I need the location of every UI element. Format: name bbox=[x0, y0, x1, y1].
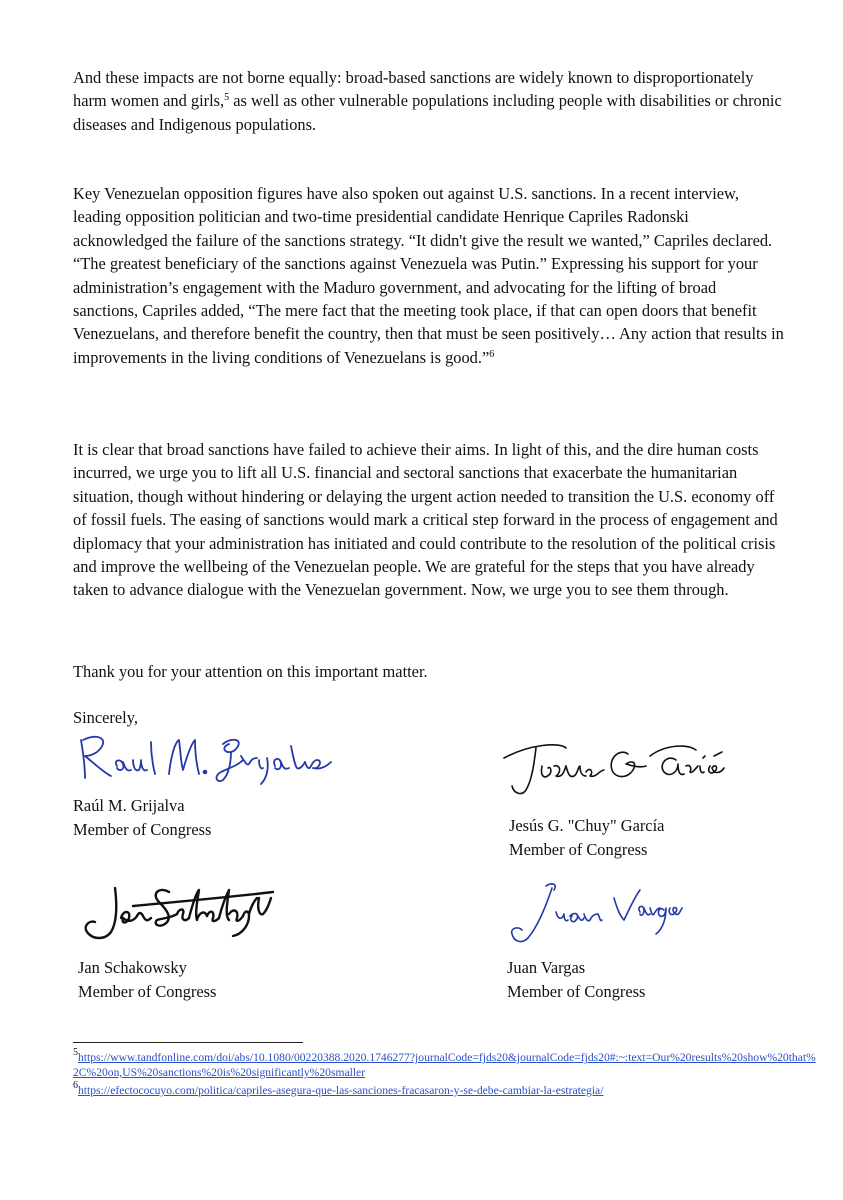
signatory-name-grijalva: Raúl M. Grijalva bbox=[73, 796, 185, 815]
signatory-title-schakowsky: Member of Congress bbox=[78, 982, 217, 1001]
signatory-name-schakowsky: Jan Schakowsky bbox=[78, 958, 187, 977]
closing-sincerely: Sincerely, bbox=[73, 708, 138, 727]
footnote-6: $^6$https://efectococuyo.com/politica/capriles-asegura-que-las-sanciones-fracasaron-y-se-debe-cambiar-la-estrategia/ bbox=[73, 1080, 604, 1097]
signatory-name-vargas: Juan Vargas bbox=[507, 958, 586, 977]
signature-grijalva bbox=[73, 726, 335, 788]
footnote-5-link[interactable]: https://www.tandfonline.com/doi/abs/10.1080/00220388.2020.1746277?journalCode=fjds20&journalCode=fjds20#:~:text=Our%20results%20show%20that%2C%20on,US%20sanctions%20is%20significantly%20smaller bbox=[73, 1051, 816, 1079]
signature-vargas bbox=[506, 876, 684, 950]
footnote-ref-6[interactable]: 6 bbox=[489, 348, 495, 360]
footnote-6-link[interactable]: https://efectococuyo.com/politica/capriles-asegura-que-las-sanciones-fracasaron-y-se-debe-cambiar-la-estrategia/ bbox=[78, 1084, 604, 1097]
signatory-title-garcia: Member of Congress bbox=[509, 840, 648, 859]
paragraph-impacts: And these impacts are not borne equally: broad-based sanctions are widely known to disproportionately harm women and girls,$^5$ as well as other vulnerable populations including people with disabilities or chronic diseases and Indigenous populations. bbox=[73, 68, 782, 134]
paragraph-thanks: Thank you for your attention on this important matter. bbox=[73, 662, 428, 681]
paragraph-request: It is clear that broad sanctions have failed to achieve their aims. In light of this, and the dire human costs incurred, we urge you to lift all U.S. financial and sectoral sanctions that exacerbate the humanitarian situation, though without hindering or delaying the urgent action needed to transition the U.S. economy off of fossil fuels. The easing of sanctions would mark a critical step forward in the process of engagement and diplomacy that your administration has initiated and could contribute to the resolution of the political crisis and improve the wellbeing of the Venezuelan people. We are grateful for the steps that you have already taken to advance dialogue with the Venezuelan government. Now, we urge you to see them through. bbox=[73, 440, 778, 600]
paragraph-opposition: Key Venezuelan opposition figures have also spoken out against U.S. sanctions. In a recent interview, leading opposition politician and two-time presidential candidate Henrique Capriles Radonski acknowledged the failure of the sanctions strategy. “It didn't give the result we wanted,” Capriles declared. “The greatest beneficiary of the sanctions against Venezuela was Putin.” Expressing his support for your administration’s engagement with the Maduro government, and advocating for the lifting of broad sanctions, Capriles added, “The mere fact that the meeting took place, if that can open doors that benefit Venezuelans, and therefore benefit the country, then that must be seen positively… Any action that results in improvements in the living conditions of Venezuelans is good.”$^6$ bbox=[73, 184, 784, 367]
signatory-name-garcia: Jesús G. "Chuy" García bbox=[509, 816, 665, 835]
signatory-title-grijalva: Member of Congress bbox=[73, 820, 212, 839]
footnote-ref-5[interactable]: 5 bbox=[224, 92, 230, 104]
signature-schakowsky bbox=[73, 878, 279, 944]
signature-garcia bbox=[500, 736, 742, 800]
signatory-title-vargas: Member of Congress bbox=[507, 982, 646, 1001]
footnote-5: $^5$https://www.tandfonline.com/doi/abs/10.1080/00220388.2020.1746277?journalCode=fjds20&journalCode=fjds20#:~:text=Our%20results%20show%20that%2C%20on,US%20sanctions%20is%20significantly%20smaller bbox=[73, 1047, 816, 1079]
footnote-divider bbox=[73, 1042, 303, 1043]
